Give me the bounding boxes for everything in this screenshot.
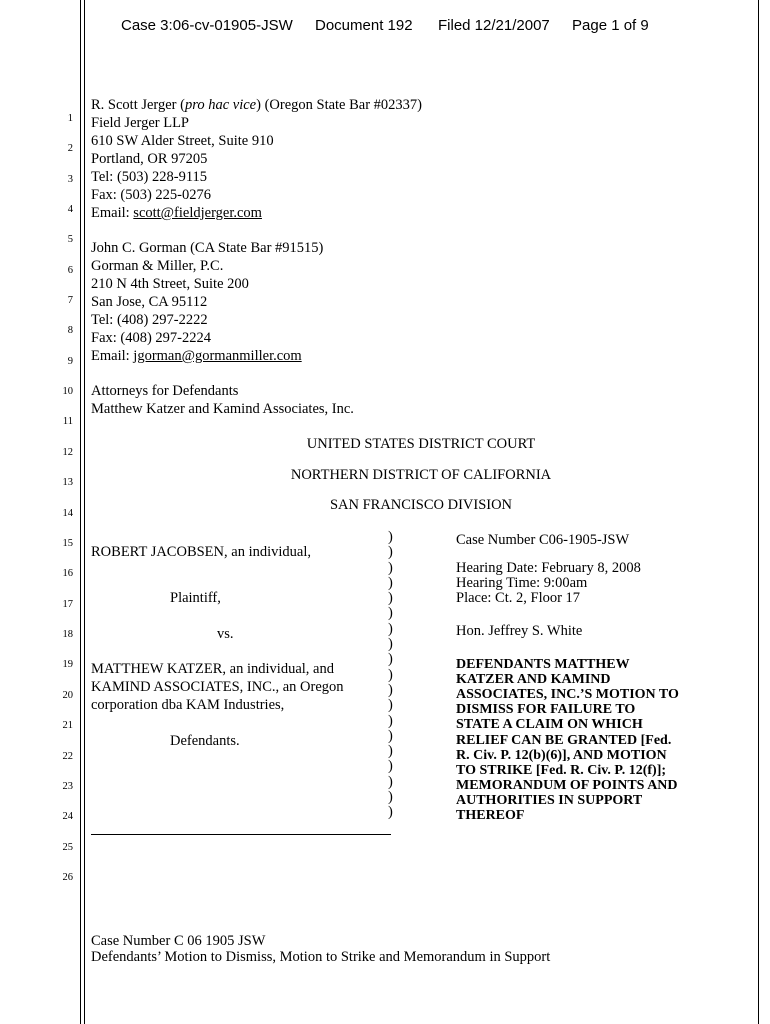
motion-title-line: KATZER AND KAMIND [456, 672, 611, 687]
line-number: 25 [62, 842, 73, 853]
attorney2-tel: Tel: (408) 297-2222 [91, 312, 208, 328]
motion-title-line: RELIEF CAN BE GRANTED [Fed. [456, 733, 672, 748]
header-page: Page 1 of 9 [572, 17, 649, 34]
line-number: 13 [62, 477, 73, 488]
hearing-date: Hearing Date: February 8, 2008 [456, 560, 641, 576]
line-number: 6 [67, 265, 73, 276]
case-number: Case Number C06-1905-JSW [456, 532, 630, 548]
line-number: 1 [67, 113, 73, 124]
attorneys-for-line2: Matthew Katzer and Kamind Associates, Inc. [91, 401, 354, 417]
line-number: 5 [67, 234, 73, 245]
attorney2-email-link[interactable]: jgorman@gormanmiller.com [133, 348, 302, 364]
line-number: 14 [62, 508, 73, 519]
caption-defendant-role: Defendants. [170, 733, 240, 749]
caption-defendant-line2: KAMIND ASSOCIATES, INC., an Oregon [91, 679, 344, 695]
attorney2-firm: Gorman & Miller, P.C. [91, 258, 224, 274]
right-margin-rule [758, 0, 759, 1024]
line-number: 16 [62, 568, 73, 579]
attorney1-firm: Field Jerger LLP [91, 115, 189, 131]
attorney2-street: 210 N 4th Street, Suite 200 [91, 276, 249, 292]
attorney1-tel: Tel: (503) 228-9115 [91, 169, 208, 185]
attorney1-email-line: Email: scott@fieldjerger.com [91, 205, 262, 221]
attorney2-name: John C. Gorman (CA State Bar #91515) [91, 240, 324, 256]
line-number: 23 [62, 781, 73, 792]
caption-plaintiff-role: Plaintiff, [170, 590, 221, 606]
hearing-place: Place: Ct. 2, Floor 17 [456, 590, 581, 606]
line-number: 19 [62, 659, 73, 670]
court-name: UNITED STATES DISTRICT COURT [306, 436, 536, 452]
motion-title-line: DISMISS FOR FAILURE TO [456, 702, 636, 717]
motion-title-line: DEFENDANTS MATTHEW [456, 657, 630, 672]
line-number: 12 [62, 447, 73, 458]
line-number: 4 [67, 204, 73, 215]
attorney2-city: San Jose, CA 95112 [91, 294, 208, 310]
line-number: 17 [62, 599, 73, 610]
left-margin-rule [80, 0, 81, 1024]
caption-defendant-line1: MATTHEW KATZER, an individual, and [91, 661, 334, 677]
caption-plaintiff: ROBERT JACOBSEN, an individual, [91, 544, 311, 560]
line-number: 7 [67, 295, 73, 306]
line-number: 18 [62, 629, 73, 640]
court-division: SAN FRANCISCO DIVISION [329, 497, 513, 513]
attorney1-email-link[interactable]: scott@fieldjerger.com [133, 205, 262, 221]
court-district: NORTHERN DISTRICT OF CALIFORNIA [290, 467, 552, 483]
line-number: 21 [62, 720, 73, 731]
footer-description: Defendants’ Motion to Dismiss, Motion to Strike and Memorandum in Support [91, 949, 551, 965]
caption-vs: vs. [217, 626, 234, 642]
line-number: 11 [62, 416, 73, 427]
attorney1-name: R. Scott Jerger (pro hac vice) (Oregon State Bar #02337) [91, 97, 423, 113]
attorney2-email-line: Email: jgorman@gormanmiller.com [91, 348, 302, 364]
motion-title-line: THEREOF [456, 808, 525, 823]
attorneys-for-line1: Attorneys for Defendants [91, 383, 239, 399]
footer-case-number: Case Number C 06 1905 JSW [91, 933, 266, 949]
motion-title-line: R. Civ. P. 12(b)(6)], AND MOTION [456, 748, 667, 763]
line-number: 24 [62, 811, 73, 822]
caption-underline [91, 834, 391, 835]
line-number: 15 [62, 538, 73, 549]
attorney1-fax: Fax: (503) 225-0276 [91, 187, 212, 203]
header-case: Case 3:06-cv-01905-JSW [121, 17, 293, 34]
line-number: 3 [67, 174, 73, 185]
attorney2-fax: Fax: (408) 297-2224 [91, 330, 212, 346]
line-number: 8 [67, 325, 73, 336]
caption-defendant-line3: corporation dba KAM Industries, [91, 697, 285, 713]
caption-parenthesis-column: ) ) ) ) ) ) ) ) ) ) ) ) ) ) ) ) ) ) ) [388, 529, 393, 821]
line-number: 22 [62, 751, 73, 762]
motion-title-line: MEMORANDUM OF POINTS AND [456, 778, 678, 793]
line-number: 10 [62, 386, 73, 397]
judge-name: Hon. Jeffrey S. White [456, 623, 583, 639]
line-number: 26 [62, 872, 73, 883]
motion-title-line: ASSOCIATES, INC.’S MOTION TO [456, 687, 679, 702]
header-filed: Filed 12/21/2007 [438, 17, 550, 34]
hearing-time: Hearing Time: 9:00am [456, 575, 588, 591]
line-number: 9 [67, 356, 73, 367]
line-number: 20 [62, 690, 73, 701]
attorney1-city: Portland, OR 97205 [91, 151, 208, 167]
motion-title-line: STATE A CLAIM ON WHICH [456, 717, 643, 732]
line-number: 2 [67, 143, 73, 154]
motion-title-line: TO STRIKE [Fed. R. Civ. P. 12(f)]; [456, 763, 667, 778]
attorney1-street: 610 SW Alder Street, Suite 910 [91, 133, 274, 149]
header-document: Document 192 [315, 17, 413, 34]
motion-title-line: AUTHORITIES IN SUPPORT [456, 793, 643, 808]
